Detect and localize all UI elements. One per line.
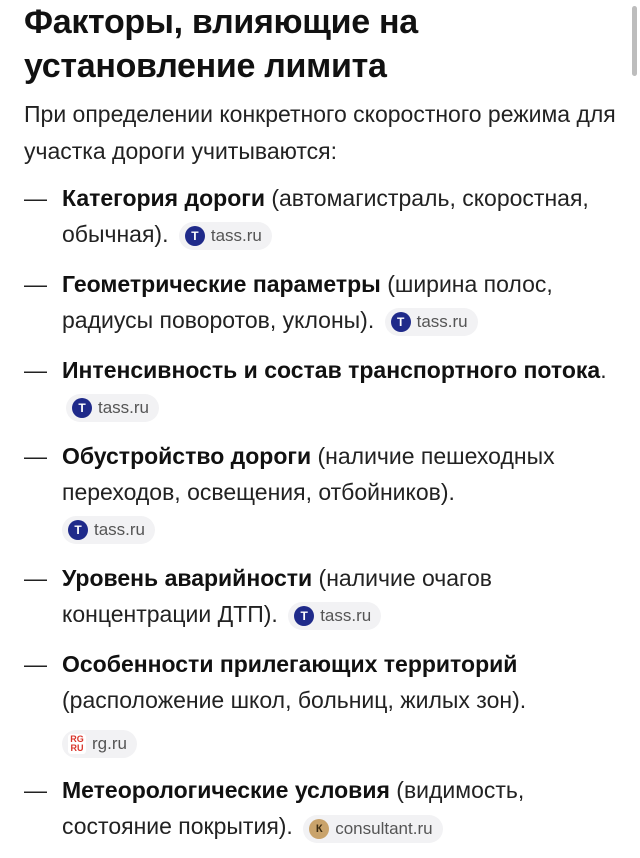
source-chip-rg[interactable] — [62, 730, 137, 758]
factor-term: Уровень аварийности — [62, 565, 313, 591]
factor-term: Геометрические параметры — [62, 271, 381, 297]
factor-description: (наличие очагов концентрации ДТП). — [62, 565, 492, 627]
source-chip-tass[interactable] — [66, 394, 159, 422]
scrollbar-thumb[interactable] — [632, 6, 637, 76]
source-label: rg.ru — [92, 734, 127, 753]
tass-logo-icon: Т — [68, 520, 88, 540]
factors-list — [24, 180, 616, 844]
intro-paragraph: При определении конкретного скоростного режима для участка дороги учитываются: — [24, 101, 616, 164]
source-chip-tass[interactable] — [288, 602, 381, 630]
source-label: tass.ru — [210, 226, 262, 245]
list-item — [24, 438, 616, 546]
factor-description: (автомагистраль, скоростная, обычная). — [62, 185, 589, 247]
list-item — [24, 560, 616, 632]
list-item — [24, 772, 616, 844]
dash-bullet: — — [24, 565, 47, 591]
tass-logo-icon: Т — [72, 398, 92, 418]
tass-logo-icon: Т — [391, 312, 411, 332]
source-chip-tass[interactable] — [385, 308, 478, 336]
rg-logo-icon — [68, 734, 86, 754]
factor-term: Обустройство дороги — [62, 443, 312, 469]
factor-term: Категория дороги — [62, 185, 265, 211]
dash-bullet: — — [24, 443, 47, 469]
source-label: tass.ru — [416, 312, 468, 331]
source-label: tass.ru — [94, 520, 146, 539]
source-label: tass.ru — [98, 398, 150, 417]
factor-term: Особенности прилегающих территорий — [62, 651, 518, 677]
factor-term: Метеорологические условия — [62, 777, 390, 803]
dash-bullet: — — [24, 651, 47, 677]
factor-description: . — [600, 357, 607, 383]
dash-bullet: — — [24, 777, 47, 803]
factor-description: (ширина полос, радиусы поворотов, уклоны). — [62, 271, 553, 333]
rg-logo-top: RG — [70, 734, 84, 744]
article — [24, 0, 616, 858]
source-label: tass.ru — [320, 606, 372, 625]
tass-logo-icon: Т — [185, 226, 205, 246]
source-chip-tass[interactable] — [62, 516, 155, 544]
factor-term: Интенсивность и состав транспортного потока — [62, 357, 601, 383]
dash-bullet: — — [24, 357, 47, 383]
list-item — [24, 352, 616, 424]
dash-bullet: — — [24, 185, 47, 211]
source-label: consultant.ru — [335, 819, 433, 838]
consultant-logo-icon: К — [309, 819, 329, 839]
factor-description: (видимость, состояние покрытия). — [62, 777, 525, 839]
list-item — [24, 266, 616, 338]
list-item — [24, 646, 616, 758]
page-title: Факторы, влияющие на установление лимита — [24, 3, 418, 85]
factor-description: (наличие пешеходных переходов, освещения, отбойников). — [62, 443, 555, 505]
factor-description: (расположение школ, больниц, жилых зон). — [62, 687, 527, 713]
dash-bullet: — — [24, 271, 47, 297]
rg-logo-bottom: RU — [70, 743, 84, 753]
source-chip-consultant[interactable] — [303, 815, 442, 843]
source-chip-tass[interactable] — [179, 222, 272, 250]
tass-logo-icon: Т — [294, 606, 314, 626]
list-item — [24, 180, 616, 252]
